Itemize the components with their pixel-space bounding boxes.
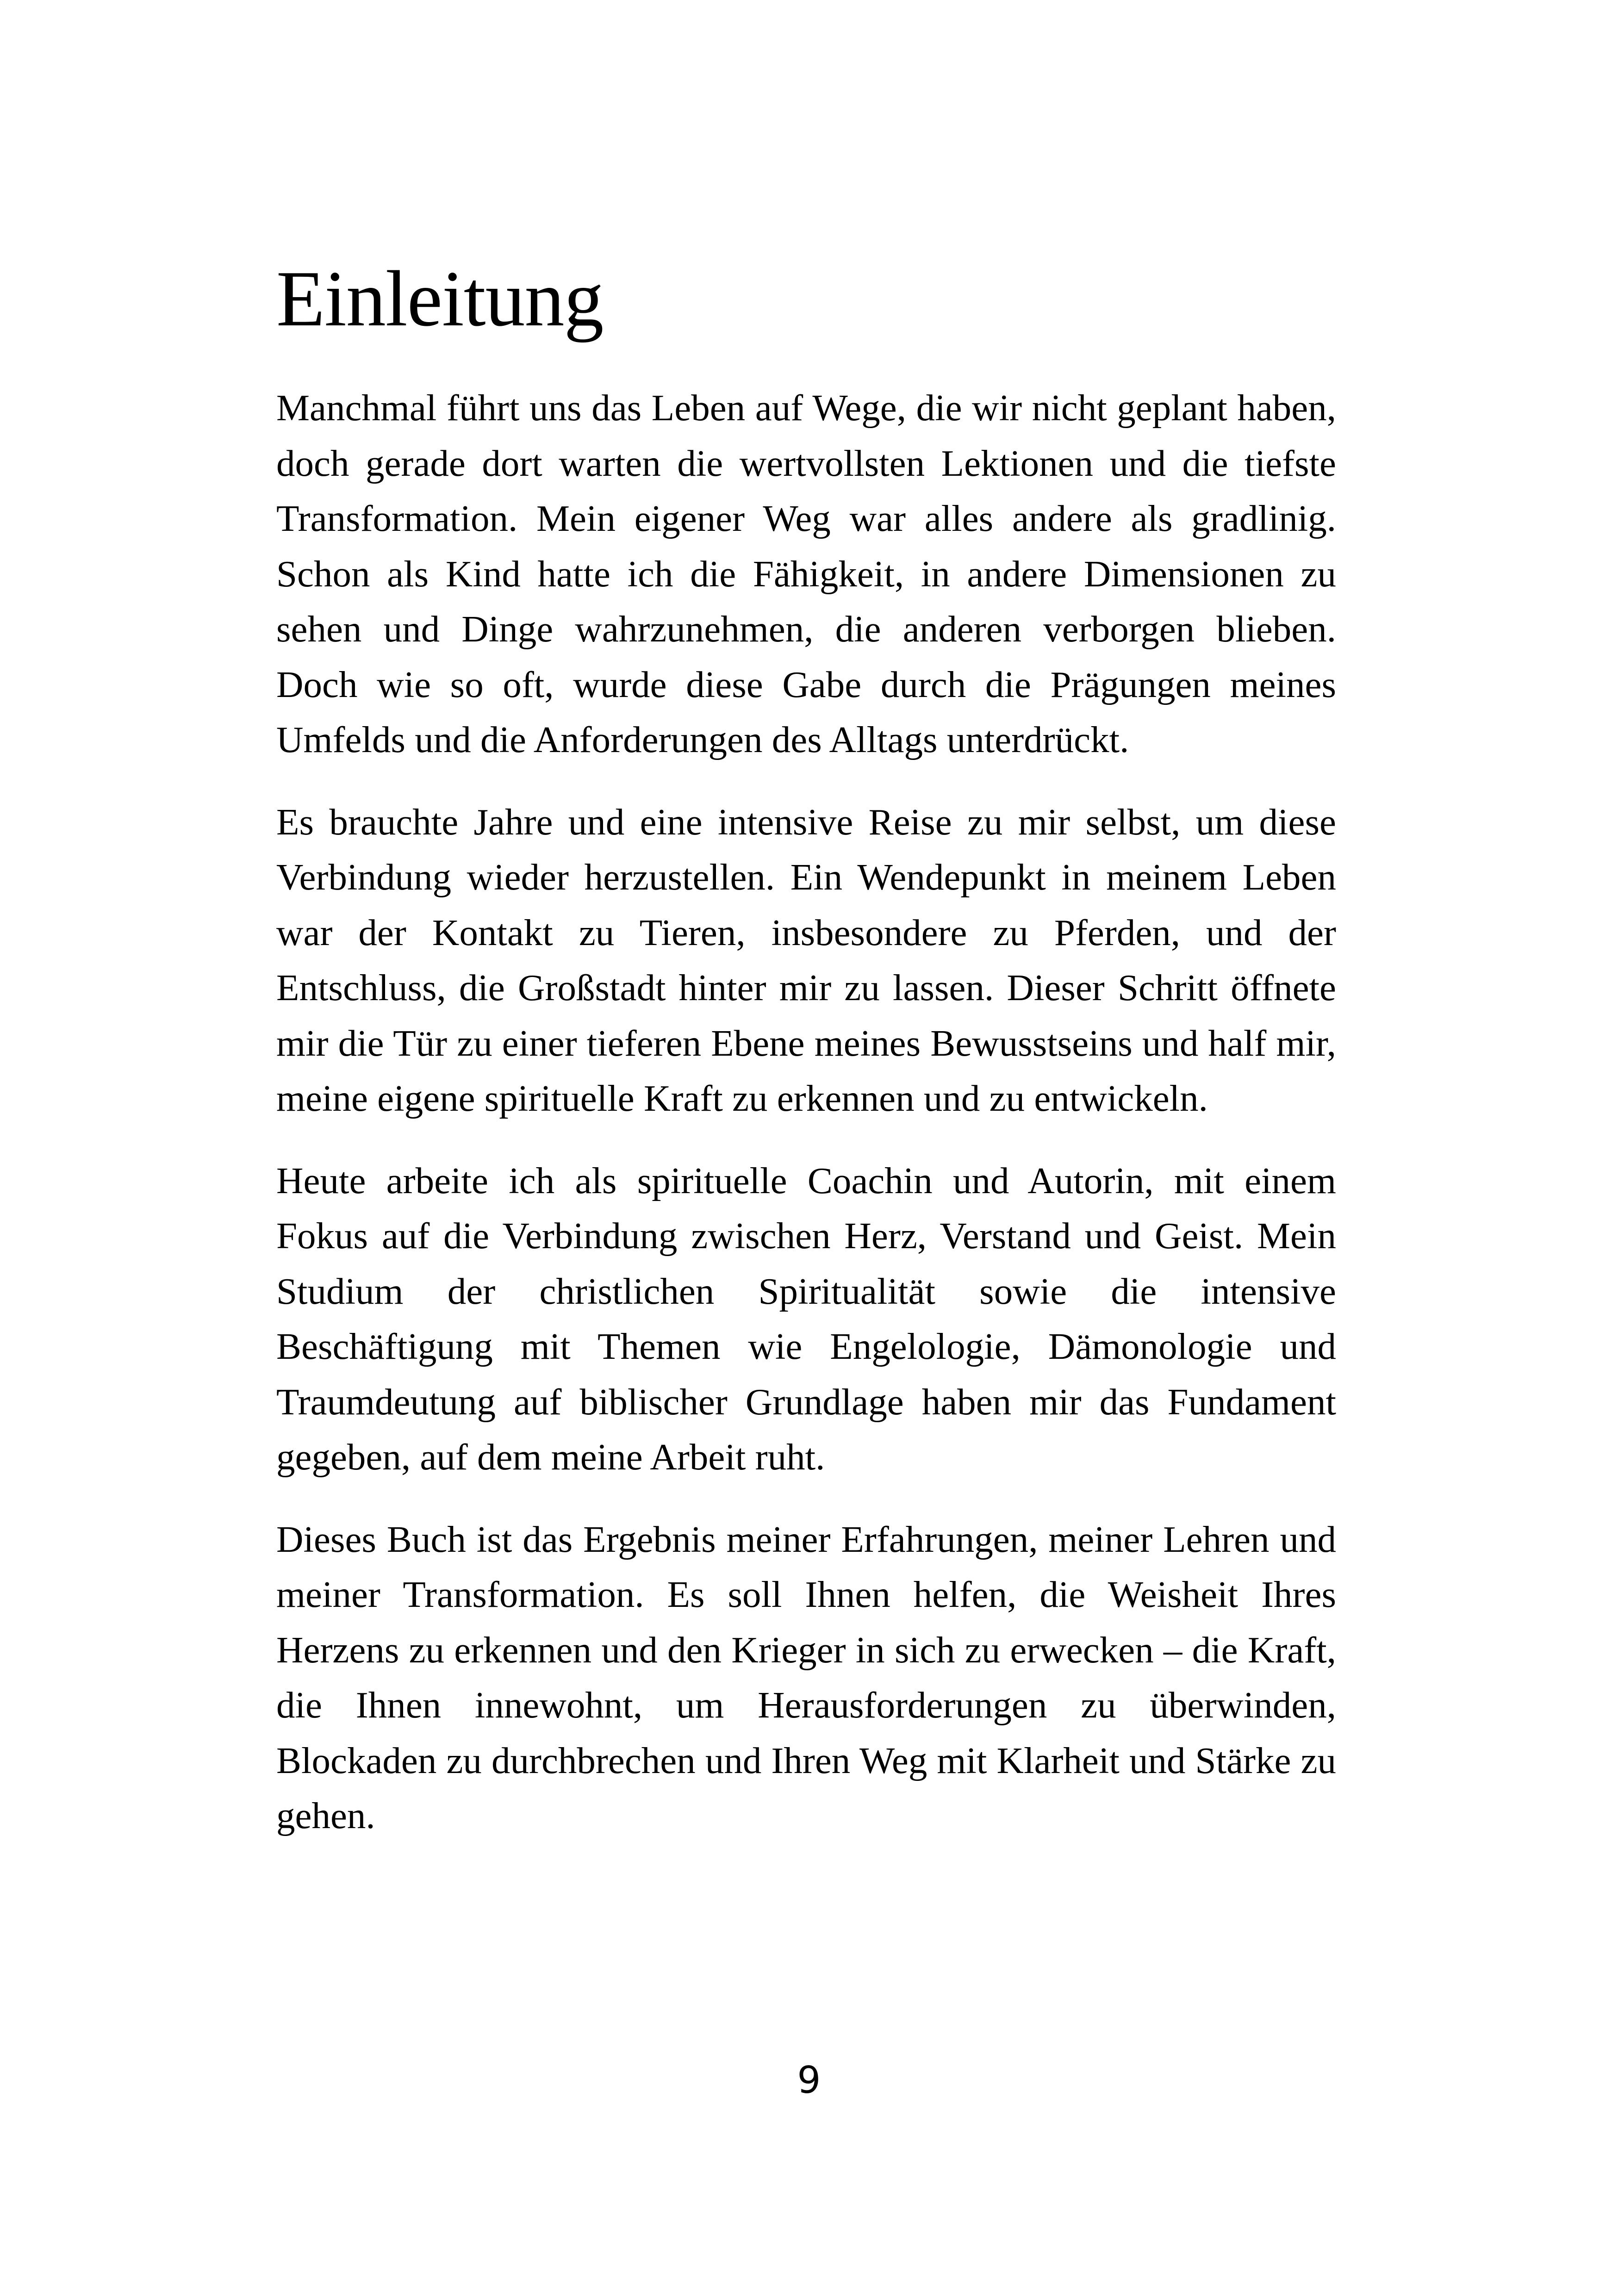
chapter-title: Einleitung (276, 255, 604, 343)
paragraph-3: Heute arbeite ich als spirituelle Coachin und Autorin, mit einem Fokus auf die Verbindung zwischen Herz, Verstand und Geist. Mein Studium der christlichen Spiritualität sowie die intensive Beschäftigung mit Themen wie Engelologie, Dämonologie und Traumdeutung auf biblischer Grundlage haben mir das Fundament gegeben, auf dem meine Arbeit ruht. (276, 1159, 1336, 1478)
page-number: 9 (797, 2059, 821, 2102)
page-content (276, 255, 1336, 1871)
paragraph-4: Dieses Buch ist das Ergebnis meiner Erfahrungen, meiner Lehren und meiner Transformation. Es soll Ihnen helfen, die Weisheit Ihres Herzens zu erkennen und den Krieger in sich zu erwecken – die Kraft, die Ihnen innewohnt, um Herausforderungen zu überwinden, Blockaden zu durchbrechen und Ihren Weg mit Klarheit und Stärke zu gehen. (276, 1518, 1336, 1836)
paragraph-2: Es brauchte Jahre und eine intensive Reise zu mir selbst, um diese Verbindung wieder herzustellen. Ein Wendepunkt in meinem Leben war der Kontakt zu Tieren, insbesondere zu Pferden, und der Entschluss, die Großstadt hinter mir zu lassen. Dieser Schritt öffnete mir die Tür zu einer tieferen Ebene meines Bewusstseins und half mir, meine eigene spirituelle Kraft zu erkennen und zu entwickeln. (276, 801, 1336, 1119)
paragraph-1: Manchmal führt uns das Leben auf Wege, die wir nicht geplant haben, doch gerade dort warten die wertvollsten Lektionen und die tiefste Transformation. Mein eigener Weg war alles andere als gradlinig. Schon als Kind hatte ich die Fähigkeit, in andere Dimensionen zu sehen und Dinge wahrzunehmen, die anderen verborgen blieben. Doch wie so oft, wurde diese Gabe durch die Prägungen meines Umfelds und die Anforderungen des Alltags unterdrückt. (276, 387, 1336, 760)
